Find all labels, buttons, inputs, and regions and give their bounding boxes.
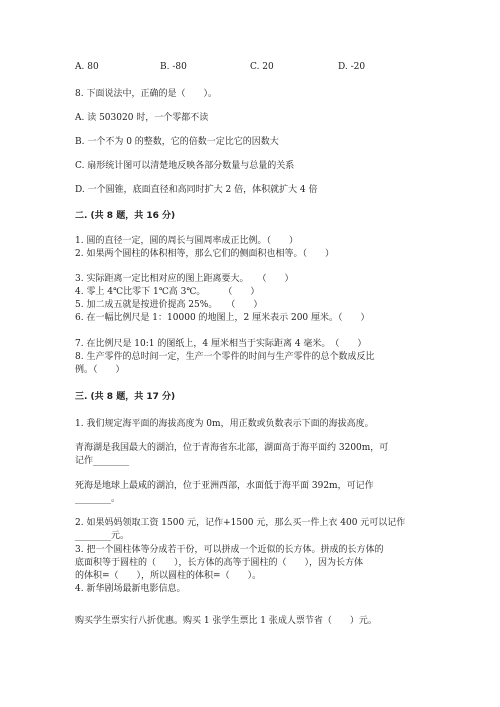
s3-q3-line1: 3. 把一个圆柱体等分成若干份，可以拼成一个近似的长方体。拼成的长方体的 bbox=[75, 545, 384, 555]
q7-options-row bbox=[0, 61, 500, 73]
section-2-title: 二. (共 8 题，共 16 分) bbox=[75, 211, 176, 221]
s2-item-5: 5. 加二成五就是按进价提高 25%。 （ ） bbox=[75, 300, 263, 310]
s3-q1-intro: 1. 我们规定海平面的海拔高度为 0m，用正数或负数表示下面的海拔高度。 bbox=[75, 419, 374, 429]
s2-item-7: 7. 在比例尺是 10:1 的图纸上，4 厘米相当于实际距离 4 毫米。 （ ） bbox=[75, 339, 367, 349]
s3-q2-line2: ________元。 bbox=[75, 531, 130, 541]
section-3-title: 三. (共 8 题，共 17 分) bbox=[75, 392, 176, 402]
s2-item-4: 4. 零上 4℃比零下 1℃高 3℃。 （ ） bbox=[75, 287, 260, 297]
option-d: D. -20 bbox=[338, 62, 366, 72]
option-a: A. 80 bbox=[75, 62, 99, 72]
q8-option-b: B. 一个不为 0 的整数，它的倍数一定比它的因数大 bbox=[75, 137, 279, 147]
q8-option-d: D. 一个圆锥，底面直径和高同时扩大 2 倍，体积就扩大 4 倍 bbox=[75, 185, 318, 195]
s2-item-8: 8. 生产零件的总时间一定，生产一个零件的时间与生产零件的总个数成反比 bbox=[75, 352, 375, 362]
s3-q1-a-line1: 青海湖是我国最大的湖泊，位于青海省东北部，湖面高于海平面约 3200m，可 bbox=[75, 443, 389, 453]
s2-item-2: 2. 如果两个圆柱的体积相等，那么它们的侧面积也相等。（ ） bbox=[75, 249, 334, 259]
s2-item-1: 1. 圆的直径一定，圆的周长与圆周率成正比例。（ ） bbox=[75, 236, 298, 246]
q8-option-c: C. 扇形统计图可以清楚地反映各部分数量与总量的关系 bbox=[75, 161, 295, 171]
s3-q4-line1: 4. 新华剧场最新电影信息。 bbox=[75, 584, 186, 594]
s3-q3-line3: 的体积=（ ），所以圆柱的体积=（ ）。 bbox=[75, 571, 262, 581]
s2-item-8-cont: 例。（ ） bbox=[75, 365, 125, 375]
s2-item-6: 6. 在一幅比例尺是 1：10000 的地图上，2 厘米表示 200 厘米。（ ） bbox=[75, 313, 370, 323]
s2-item-3: 3. 实际距离一定比相对应的图上距离要大。 （ ） bbox=[75, 274, 294, 284]
s3-q1-b-line2: ________。 bbox=[75, 494, 121, 504]
option-c: C. 20 bbox=[250, 62, 274, 72]
q8-option-a: A. 读 503020 时，一个零都不读 bbox=[75, 113, 209, 123]
s3-q3-line2: 底面积等于圆柱的（ ），长方体的高等于圆柱的（ ），因为长方体 bbox=[75, 558, 364, 568]
option-b: B. -80 bbox=[160, 62, 187, 72]
q8-stem: 8. 下面说法中，正确的是（ ）。 bbox=[75, 89, 217, 99]
s3-q4-line2: 购买学生票实行八折优惠。购买 1 张学生票比 1 张成人票节省（ ）元。 bbox=[75, 616, 377, 626]
s3-q1-b-line1: 死海是地球上最咸的湖泊，位于亚洲西部，水面低于海平面 392m，可记作 bbox=[75, 481, 374, 491]
s3-q1-a-line2: 记作________ bbox=[75, 456, 130, 466]
s3-q2-line1: 2. 如果妈妈领取工资 1500 元，记作+1500 元，那么买一件上衣 400 元可以记作 bbox=[75, 518, 406, 528]
